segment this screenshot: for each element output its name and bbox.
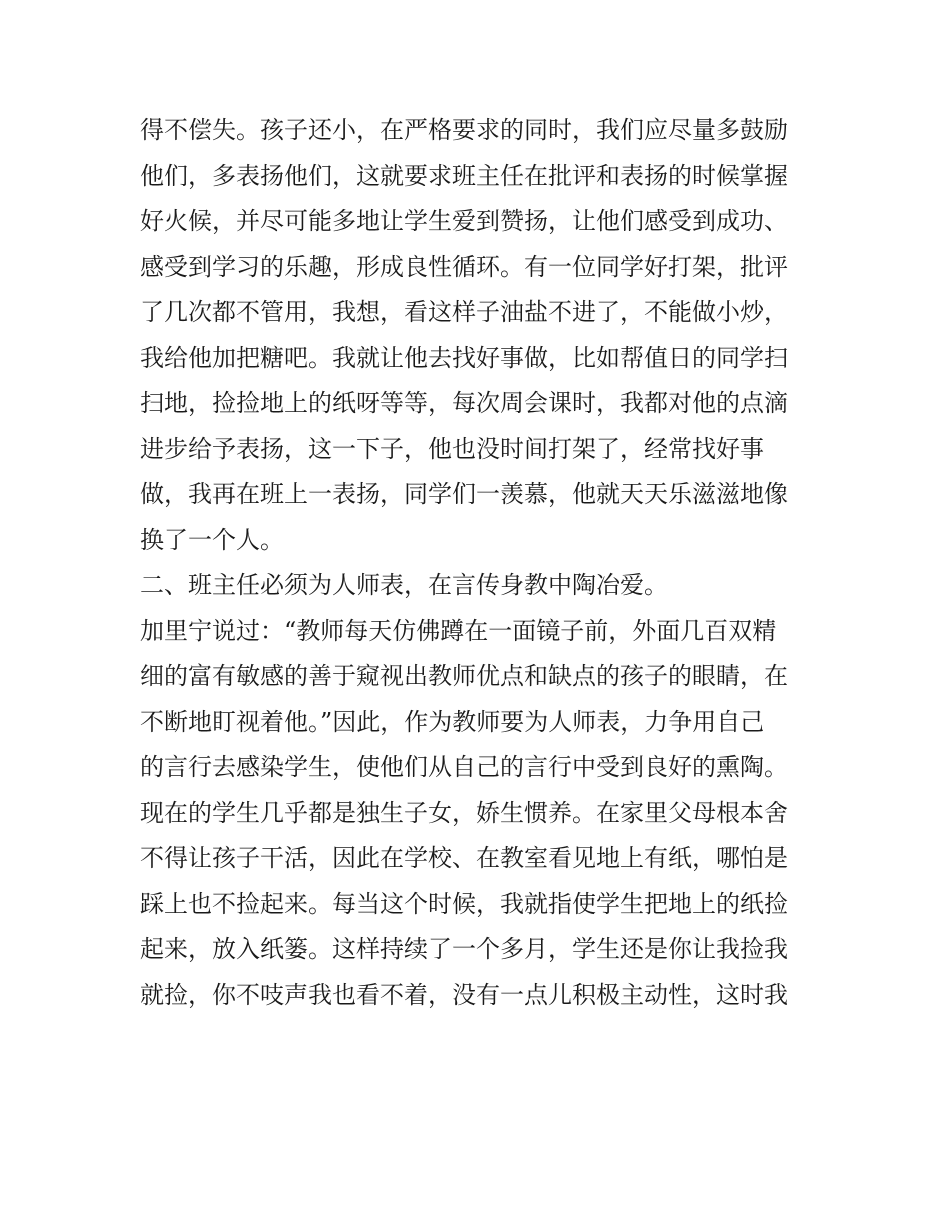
text-line-6: 我给他加把糖吧。我就让他去找好事做，比如帮值日的同学扫	[140, 343, 788, 372]
text-line-2: 他们，多表扬他们，这就要求班主任在批评和表扬的时候掌握	[140, 161, 788, 190]
text-line-3: 好火候，并尽可能多地让学生爱到赞扬，让他们感受到成功、	[140, 207, 788, 235]
text-line-16: 现在的学生几乎都是独生子女，娇生惯养。在家里父母根本舍	[140, 798, 788, 827]
text-line-18: 踩上也不捡起来。每当这个时候，我就指使学生把地上的纸捡	[140, 889, 788, 918]
text-line-7: 扫地，捡捡地上的纸呀等等，每次周会课时，我都对他的点滴	[140, 389, 788, 417]
text-line-17: 不得让孩子干活，因此在学校、在教室看见地上有纸，哪怕是	[140, 844, 788, 872]
section-heading: 二、班主任必须为人师表，在言传身教中陶冶爱。	[140, 571, 668, 599]
text-line-15: 的言行去感染学生，使他们从自己的言行中受到良好的熏陶。	[140, 753, 788, 781]
text-line-12: 加里宁说过：“教师每天仿佛蹲在一面镜子前，外面几百双精	[140, 616, 777, 645]
text-line-14: 不断地盯视着他。”因此，作为教师要为人师表，力争用自己	[140, 707, 765, 736]
text-line-8: 进步给予表扬，这一下子，他也没时间打架了，经常找好事	[140, 434, 764, 463]
body-text	[140, 108, 820, 1018]
text-line-9: 做，我再在班上一表扬，同学们一羡慕，他就天天乐滋滋地像	[140, 480, 788, 508]
text-line-1: 得不偿失。孩子还小，在严格要求的同时，我们应尽量多鼓励	[140, 116, 788, 144]
text-line-20: 就捡，你不吱声我也看不着，没有一点儿积极主动性，这时我	[140, 980, 788, 1009]
text-line-5: 了几次都不管用，我想，看这样子油盐不进了，不能做小炒，	[140, 298, 788, 326]
text-line-4: 感受到学习的乐趣，形成良性循环。有一位同学好打架，批评	[140, 252, 788, 281]
text-line-10: 换了一个人。	[140, 525, 284, 554]
text-line-19: 起来，放入纸篓。这样持续了一个多月，学生还是你让我捡我	[140, 935, 788, 963]
text-line-13: 细的富有敏感的善于窥视出教师优点和缺点的孩子的眼睛，在	[140, 662, 788, 690]
